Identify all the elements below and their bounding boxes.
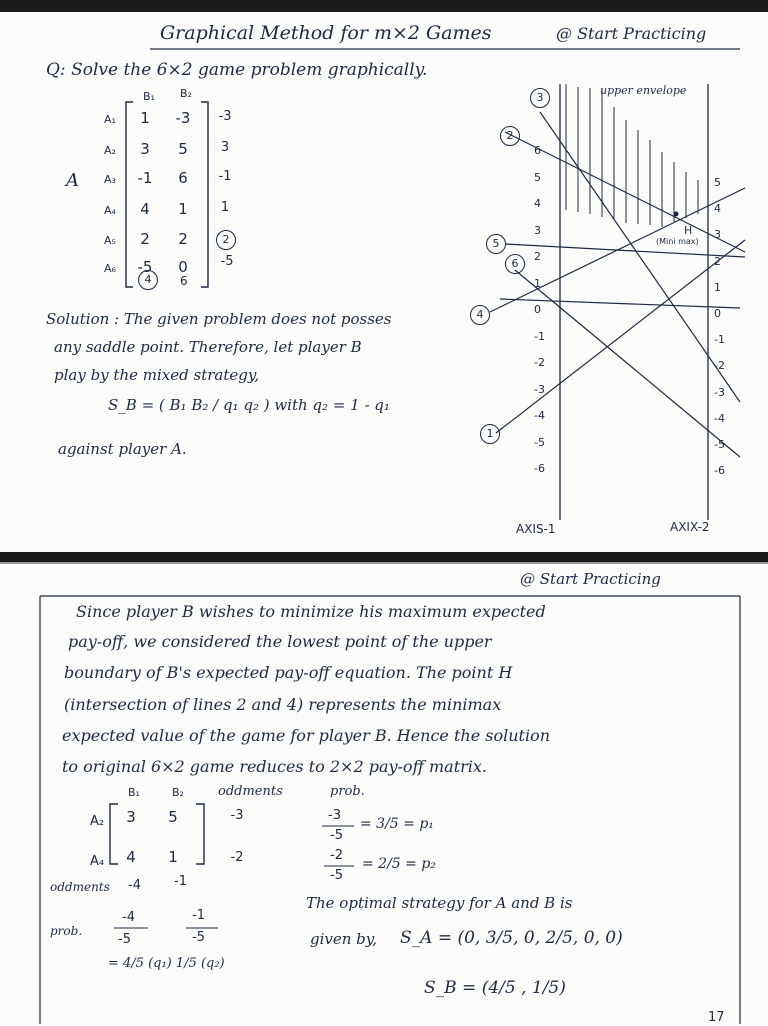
question-text: Q: Solve the 6×2 game problem graphically. [46, 60, 428, 80]
matrix-cell: 0 [178, 258, 188, 276]
axis-2-tick-label: 3 [714, 228, 721, 242]
axis-1-tick-label: 0 [534, 303, 541, 316]
col-oddment: -4 [128, 878, 141, 893]
prob-result: = 2/5 = p₂ [362, 856, 436, 872]
row-minimum-maximin: 2 [216, 230, 236, 250]
matrix-cell: 3 [140, 140, 150, 158]
paragraph-line: pay-off, we considered the lowest point of the upper [68, 632, 492, 651]
matrix-cell: 5 [178, 140, 188, 158]
prob-numerator: -2 [330, 848, 343, 863]
brand-label: @ Start Practicing [520, 570, 661, 588]
axis-1-tick-label: -2 [534, 356, 545, 369]
row-oddment: -2 [230, 850, 244, 865]
matrix-row-label: A₃ [104, 173, 116, 186]
row-minimum: 3 [220, 140, 230, 155]
axis-2-label: AXIX-2 [670, 520, 710, 534]
row-minimum: -1 [218, 169, 232, 184]
col-prob-result: = 4/5 (q₁) 1/5 (q₂) [108, 956, 225, 971]
matrix-row-label: A₁ [104, 113, 116, 126]
matrix-row-label: A₅ [104, 234, 116, 247]
reduced-cell: 3 [126, 808, 136, 826]
oddments-header: oddments [218, 784, 283, 799]
row-oddment: -3 [230, 808, 244, 823]
matrix-row-label: A₂ [104, 144, 116, 157]
axis-2-tick-label: -4 [714, 411, 725, 425]
prob-denominator: -5 [330, 828, 343, 843]
axis-2-tick-label: -3 [714, 385, 725, 399]
matrix-cell: 2 [178, 230, 188, 248]
notes-page-1 [0, 12, 768, 552]
reduced-cell: 1 [168, 848, 178, 866]
col-prob-denominator: -5 [118, 932, 131, 947]
paragraph-line: expected value of the game for player B. Hence the solution [62, 726, 551, 745]
matrix-cell: -5 [137, 258, 153, 276]
line-label-4: 4 [470, 305, 490, 325]
page-title: Graphical Method for m×2 Games [160, 22, 492, 44]
reduced-cell: 4 [126, 848, 136, 866]
page-number: 17 [708, 1010, 725, 1025]
player-a-label: A [66, 170, 79, 191]
row-minimum: 1 [220, 200, 230, 215]
solution-line: play by the mixed strategy, [54, 366, 260, 384]
axis-1-tick-label: 4 [534, 197, 541, 210]
matrix-cell: 6 [178, 169, 188, 187]
paragraph-line: to original 6×2 game reduces to 2×2 pay-off matrix. [62, 757, 487, 776]
matrix-cell: 2 [140, 230, 150, 248]
column-maximum: 6 [180, 274, 188, 288]
prob-numerator: -3 [328, 808, 341, 823]
col-prob-numerator: -1 [192, 908, 205, 923]
matrix-cell: -1 [137, 169, 153, 187]
reduced-cell: 5 [168, 808, 178, 826]
prob-result: = 3/5 = p₁ [360, 816, 434, 832]
row-minimum: -3 [218, 109, 232, 124]
axis-1-tick-label: 1 [534, 276, 541, 290]
paragraph-line: Since player B wishes to minimize his maximum expected [76, 602, 546, 621]
axis-2-tick-label: 0 [714, 307, 721, 320]
col-oddments-label: oddments [50, 880, 110, 894]
axis-1-tick-label: -1 [534, 329, 545, 343]
strategy-lines [490, 112, 745, 457]
paragraph-line: boundary of B's expected pay-off equation. The point H [64, 663, 513, 682]
axis-2-tick-label: 2 [714, 254, 721, 268]
axis-2-tick-label: -5 [714, 438, 725, 451]
line-label-2: 2 [500, 126, 520, 146]
column-maximum-minimax: 4 [138, 270, 158, 290]
paragraph-line: (intersection of lines 2 and 4) represents the minimax [64, 695, 502, 714]
axis-1-tick-label: -4 [534, 409, 545, 422]
solution-line: against player A. [58, 440, 187, 458]
reduced-matrix-brackets [0, 564, 768, 1024]
axis-2-tick-label: 1 [714, 280, 721, 294]
axis-2-tick-label: -2 [714, 359, 725, 373]
reduced-col-header-b2: B₂ [172, 786, 184, 799]
row-minimum: -5 [220, 254, 234, 269]
col-prob-numerator: -4 [122, 910, 135, 925]
axis-2-tick-label: -1 [714, 333, 725, 347]
strategy-b: S_B = (4/5 , 1/5) [424, 978, 566, 998]
axis-1-tick-label: -3 [534, 382, 545, 396]
minimax-point [674, 212, 679, 217]
col-prob-denominator: -5 [192, 930, 205, 945]
mixed-strategy-formula: S_B = ( B₁ B₂ / q₁ q₂ ) with q₂ = 1 - q₁ [108, 396, 390, 414]
reduced-col-header-b1: B₁ [128, 786, 140, 799]
upper-envelope-label: upper envelope [600, 84, 687, 97]
prob-header: prob. [330, 784, 365, 799]
matrix-col-header-b2: B₂ [180, 87, 192, 100]
line-label-3: 3 [530, 88, 550, 108]
solution-line: Solution : The given problem does not posses [46, 310, 392, 328]
matrix-row-label: A₆ [104, 262, 116, 275]
notes-page-2 [0, 562, 768, 1026]
axis-1-tick-label: 5 [534, 170, 541, 184]
axis-2-tick-label: -6 [714, 464, 725, 478]
line-label-1: 1 [480, 424, 500, 444]
minimax-point-label: H [684, 224, 693, 237]
matrix-row-label: A₄ [104, 204, 116, 217]
optimal-line-2: given by, [310, 930, 378, 948]
line-label-5: 5 [486, 234, 506, 254]
solution-line: any saddle point. Therefore, let player B [54, 338, 362, 356]
reduced-row-label: A₂ [90, 814, 105, 829]
col-prob-label: prob. [50, 924, 83, 938]
matrix-cell: 4 [140, 200, 150, 218]
axis-1-tick-label: 2 [534, 250, 541, 263]
strategy-a: S_A = (0, 3/5, 0, 2/5, 0, 0) [400, 928, 623, 948]
brand-label: @ Start Practicing [556, 24, 707, 43]
axis-2-tick-label: 5 [714, 176, 721, 189]
axis-1-tick-label: 3 [534, 223, 541, 237]
axis-1-tick-label: 6 [534, 144, 541, 157]
axis-1-tick-label: -6 [534, 462, 545, 475]
col-oddment: -1 [174, 874, 187, 889]
optimal-line-1: The optimal strategy for A and B is [306, 894, 573, 912]
matrix-cell: -3 [175, 109, 191, 127]
upper-envelope-hatching [566, 84, 698, 227]
reduced-row-label: A₄ [90, 854, 105, 869]
line-label-6: 6 [505, 254, 525, 274]
matrix-cell: 1 [178, 200, 188, 218]
axis-2-tick-label: 4 [714, 202, 721, 216]
prob-denominator: -5 [330, 868, 343, 883]
matrix-col-header-b1: B₁ [143, 90, 155, 103]
axis-1-label: AXIS-1 [516, 522, 556, 536]
axis-1-tick-label: -5 [534, 435, 545, 449]
minimax-note: (Mini max) [656, 237, 699, 246]
matrix-cell: 1 [140, 109, 150, 127]
